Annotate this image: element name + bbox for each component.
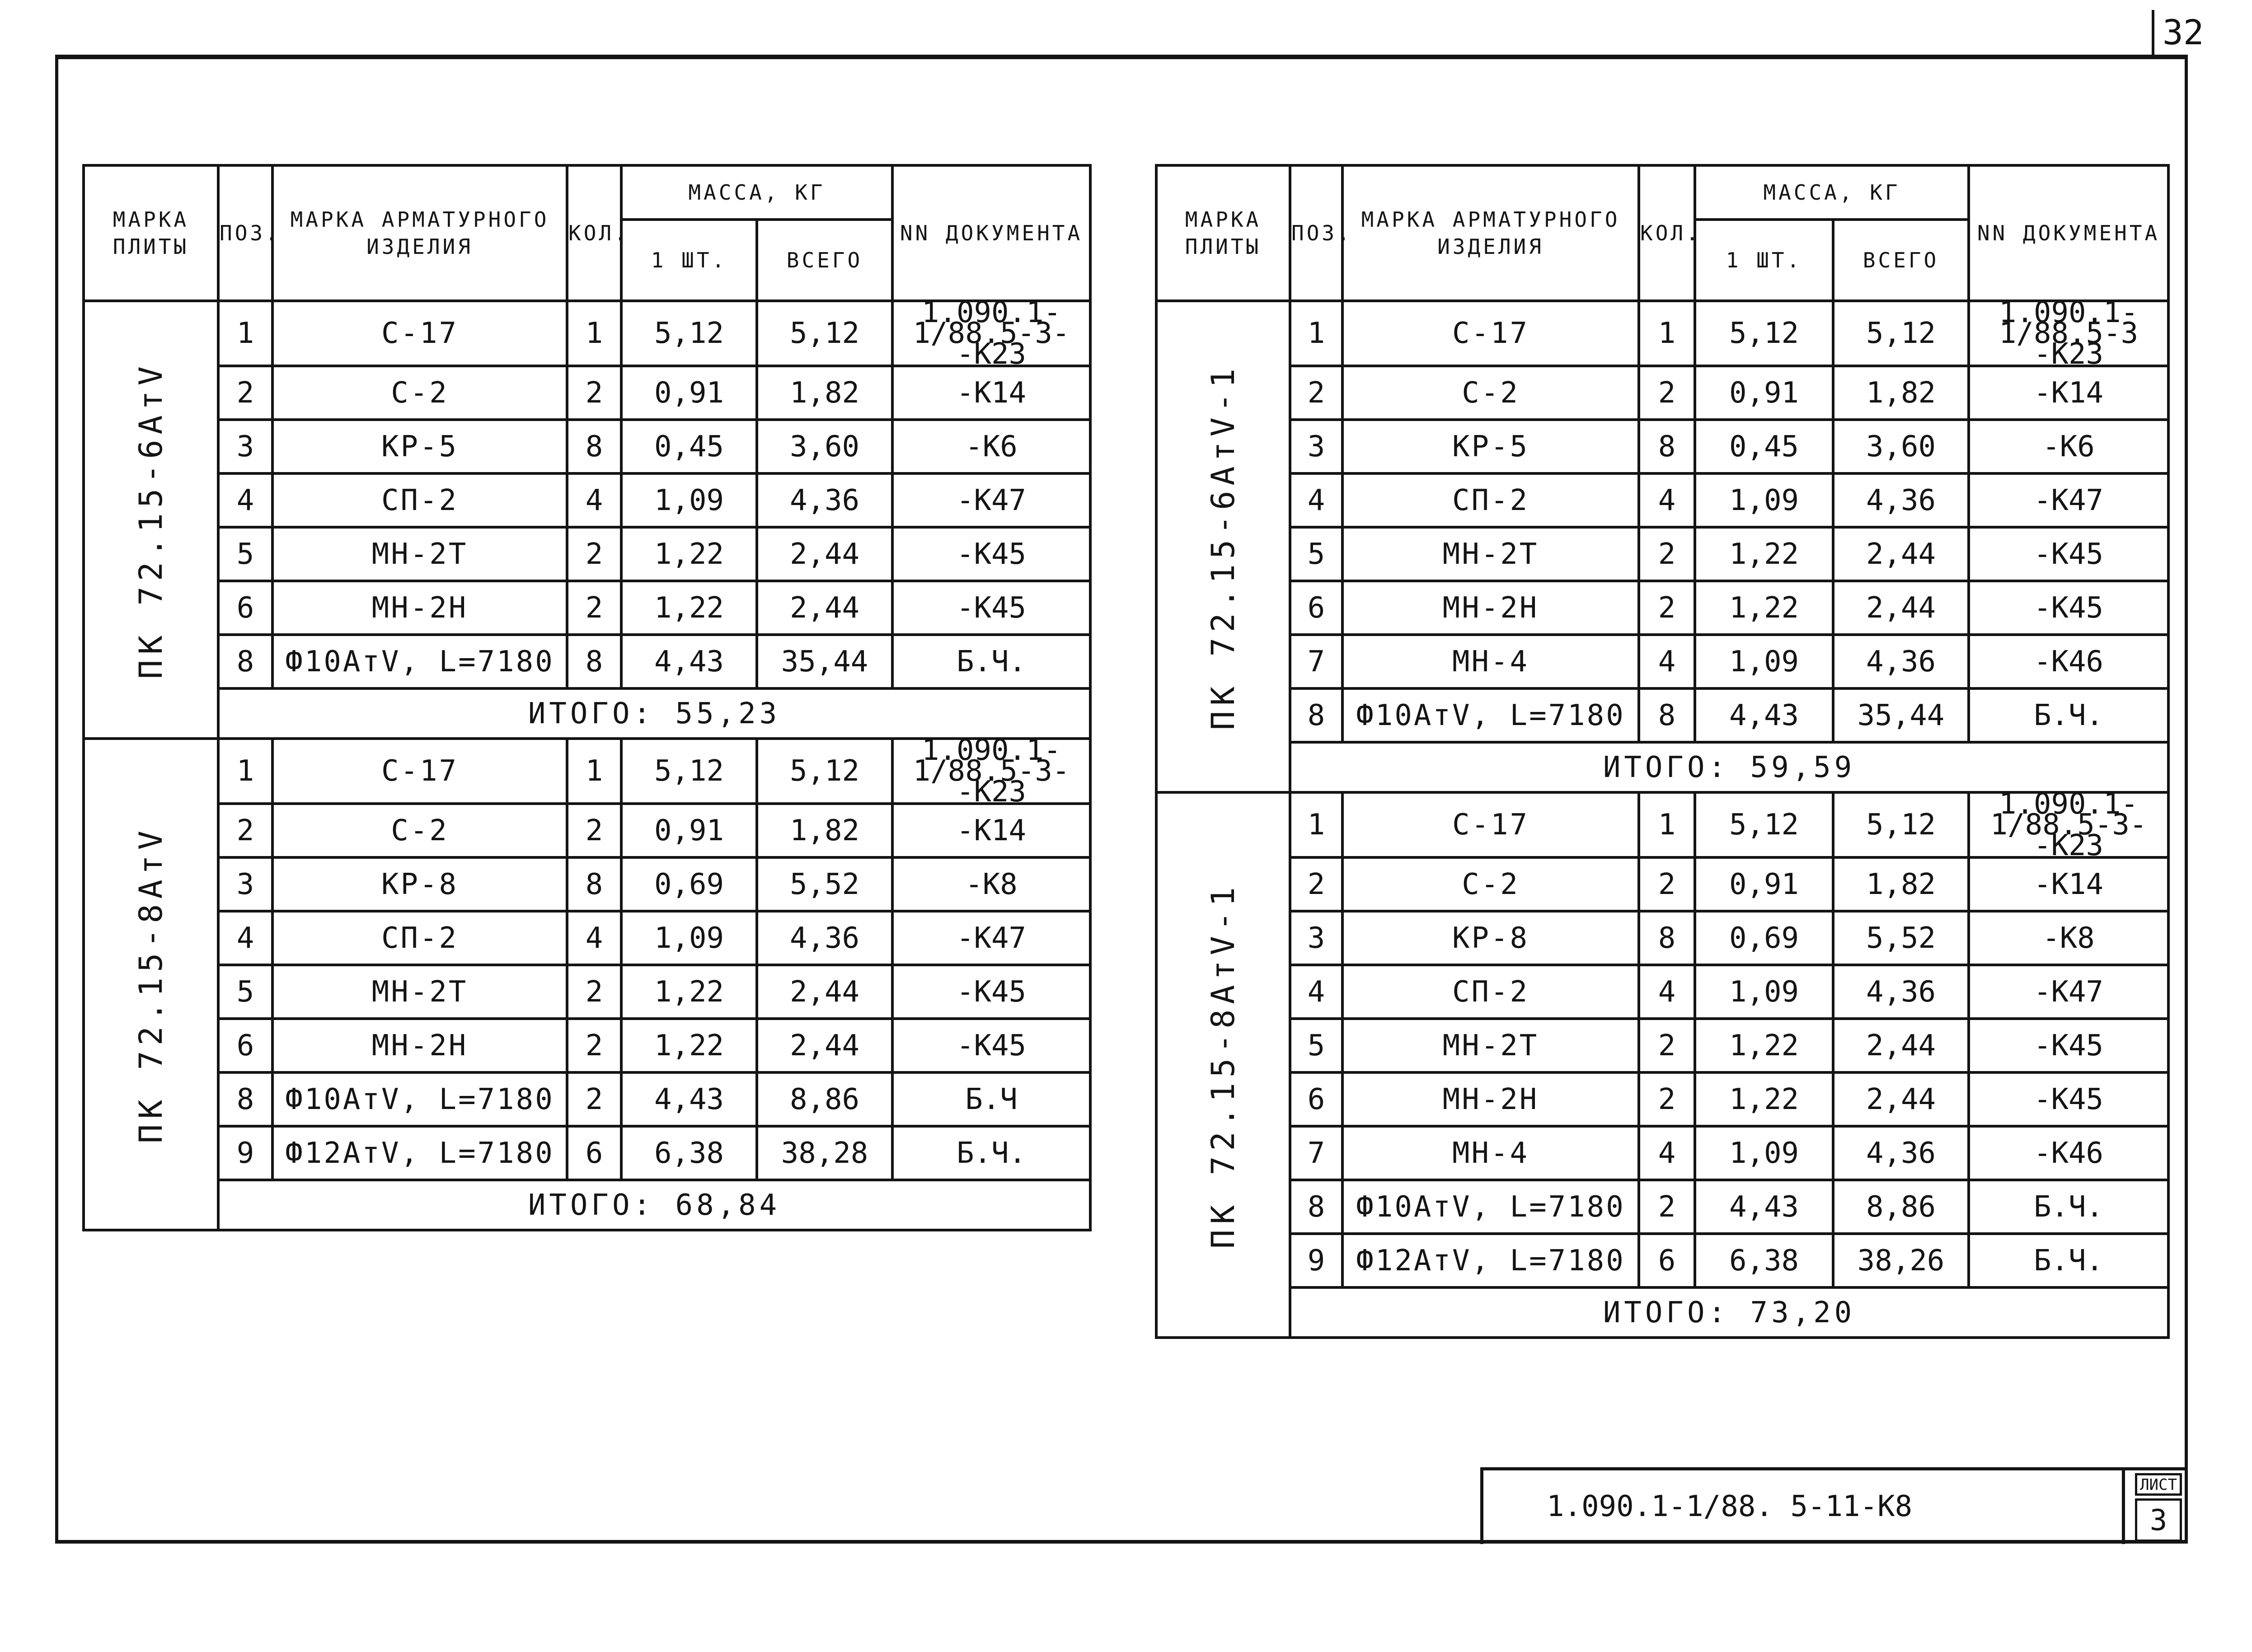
mass-total-cell: 4,36: [1833, 473, 1969, 527]
item-mark-cell: С-17: [1342, 301, 1639, 366]
document-cell: -К6: [1969, 420, 2168, 473]
quantity-cell: 8: [1639, 420, 1695, 473]
position-cell: 6: [1290, 581, 1342, 635]
table-row: [84, 301, 1090, 366]
item-mark-cell: МН-2Т: [1342, 1019, 1639, 1072]
header-pos: ПОЗ.: [1290, 165, 1342, 301]
mass-total-cell: 38,28: [757, 1126, 892, 1180]
item-mark-cell: МН-2Т: [272, 527, 567, 581]
header-doc: NN ДОКУМЕНТА: [892, 165, 1090, 301]
item-mark-cell: МН-2Т: [1342, 527, 1639, 581]
mass-total-cell: 4,36: [757, 473, 892, 527]
mass-one-cell: 0,45: [621, 420, 757, 473]
document-cell: -К46: [1969, 635, 2168, 688]
mass-total-cell: 2,44: [1833, 1072, 1969, 1126]
mass-total-cell: 5,12: [1833, 301, 1969, 366]
quantity-cell: 2: [567, 1072, 621, 1126]
quantity-cell: 6: [1639, 1234, 1695, 1287]
mass-one-cell: 1,22: [1695, 527, 1833, 581]
item-mark-cell: МН-4: [1342, 635, 1639, 688]
quantity-cell: 2: [567, 1019, 621, 1072]
mass-total-cell: 4,36: [1833, 635, 1969, 688]
mass-total-cell: 5,12: [1833, 792, 1969, 857]
mass-one-cell: 0,45: [1695, 420, 1833, 473]
table-row: [84, 1072, 1090, 1126]
item-mark-cell: Ф12АтV, L=7180: [272, 1126, 567, 1180]
item-mark-cell: Ф10АтV, L=7180: [272, 1072, 567, 1126]
position-cell: 3: [218, 420, 272, 473]
item-mark-cell: СП-2: [272, 911, 567, 965]
document-cell: -К14: [1969, 857, 2168, 911]
item-mark-cell: С-2: [1342, 857, 1639, 911]
item-mark-cell: Ф10АтV, L=7180: [1342, 1180, 1639, 1234]
mass-one-cell: 1,09: [1695, 965, 1833, 1019]
mass-total-cell: 5,12: [757, 739, 892, 804]
item-mark-cell: СП-2: [1342, 965, 1639, 1019]
page-number: 32: [2152, 10, 2192, 55]
quantity-cell: 1: [1639, 301, 1695, 366]
mass-total-cell: 5,12: [757, 301, 892, 366]
table-row: [1156, 1234, 2168, 1287]
item-mark-cell: МН-4: [1342, 1126, 1639, 1180]
quantity-cell: 2: [567, 581, 621, 635]
plate-mark: ПК 72.15-8АтV-1: [1205, 881, 1242, 1249]
quantity-cell: 2: [1639, 1019, 1695, 1072]
table-row: [1156, 1072, 2168, 1126]
mass-total-cell: 38,26: [1833, 1234, 1969, 1287]
table-row: [84, 635, 1090, 688]
quantity-cell: 8: [567, 420, 621, 473]
mass-one-cell: 1,09: [621, 473, 757, 527]
document-cell: -К45: [892, 1019, 1090, 1072]
item-mark-cell: КР-8: [1342, 911, 1639, 965]
document-cell: -К45: [892, 581, 1090, 635]
document-cell: Б.Ч.: [892, 635, 1090, 688]
table-row: [84, 1126, 1090, 1180]
document-cell: -К47: [892, 911, 1090, 965]
item-mark-cell: Ф12АтV, L=7180: [1342, 1234, 1639, 1287]
mass-one-cell: 0,91: [621, 804, 757, 857]
mass-total-cell: 1,82: [1833, 366, 1969, 420]
plate-mark: ПК 72.15-8АтV: [132, 825, 169, 1143]
header-mass-total: ВСЕГО: [1833, 220, 1969, 301]
position-cell: 4: [1290, 473, 1342, 527]
table-row: [84, 804, 1090, 857]
document-cell: -К14: [892, 366, 1090, 420]
quantity-cell: 2: [1639, 1072, 1695, 1126]
position-cell: 6: [1290, 1072, 1342, 1126]
header-mark-item: МАРКА АРМАТУРНОГО ИЗДЕЛИЯ: [272, 165, 567, 301]
position-cell: 4: [218, 473, 272, 527]
document-cell: Б.Ч.: [892, 1126, 1090, 1180]
table-row: [1156, 1180, 2168, 1234]
position-cell: 4: [218, 911, 272, 965]
mass-total-cell: 2,44: [1833, 1019, 1969, 1072]
document-cell: -К8: [892, 857, 1090, 911]
group-total: ИТОГО: 68,84: [218, 1180, 1090, 1230]
mass-one-cell: 4,43: [1695, 1180, 1833, 1234]
table-row: [84, 1019, 1090, 1072]
mass-one-cell: 0,91: [1695, 857, 1833, 911]
header-mass-one: 1 ШТ.: [621, 220, 757, 301]
position-cell: 8: [1290, 1180, 1342, 1234]
item-mark-cell: СП-2: [1342, 473, 1639, 527]
document-cell: -К45: [892, 965, 1090, 1019]
quantity-cell: 8: [1639, 911, 1695, 965]
mass-one-cell: 0,91: [621, 366, 757, 420]
position-cell: 3: [218, 857, 272, 911]
table-row: [84, 420, 1090, 473]
mass-one-cell: 5,12: [621, 739, 757, 804]
mass-one-cell: 4,43: [1695, 688, 1833, 742]
mass-one-cell: 1,22: [621, 527, 757, 581]
mass-one-cell: 6,38: [621, 1126, 757, 1180]
item-mark-cell: Ф10АтV, L=7180: [272, 635, 567, 688]
position-cell: 1: [1290, 792, 1342, 857]
document-cell: -К6: [892, 420, 1090, 473]
group-total: ИТОГО: 55,23: [218, 688, 1090, 739]
position-cell: 2: [218, 366, 272, 420]
mass-total-cell: 1,82: [1833, 857, 1969, 911]
item-mark-cell: С-2: [272, 804, 567, 857]
mass-one-cell: 0,69: [1695, 911, 1833, 965]
mass-one-cell: 1,22: [1695, 581, 1833, 635]
item-mark-cell: МН-2Н: [1342, 1072, 1639, 1126]
mass-one-cell: 5,12: [1695, 301, 1833, 366]
quantity-cell: 4: [1639, 965, 1695, 1019]
quantity-cell: 1: [567, 739, 621, 804]
item-mark-cell: Ф10АтV, L=7180: [1342, 688, 1639, 742]
document-cell: -К47: [1969, 473, 2168, 527]
item-mark-cell: МН-2Н: [1342, 581, 1639, 635]
sheet-number: 3: [2135, 1498, 2182, 1542]
position-cell: 1: [218, 739, 272, 804]
mass-total-cell: 2,44: [1833, 581, 1969, 635]
header-mark-item: МАРКА АРМАТУРНОГО ИЗДЕЛИЯ: [1342, 165, 1639, 301]
item-mark-cell: С-17: [1342, 792, 1639, 857]
quantity-cell: 2: [567, 804, 621, 857]
table-row: [1156, 911, 2168, 965]
quantity-cell: 1: [1639, 792, 1695, 857]
position-cell: 1: [218, 301, 272, 366]
plate-mark-cell: [1156, 301, 1290, 792]
mass-total-cell: 2,44: [757, 581, 892, 635]
table-row: [84, 739, 1090, 804]
mass-one-cell: 1,22: [1695, 1019, 1833, 1072]
document-cell: -К14: [1969, 366, 2168, 420]
total-row: [1156, 1287, 2168, 1338]
position-cell: 2: [1290, 366, 1342, 420]
position-cell: 3: [1290, 911, 1342, 965]
quantity-cell: 2: [1639, 581, 1695, 635]
plate-mark: ПК 72.15-6АтV-1: [1205, 363, 1242, 730]
sheet-box: [2122, 1467, 2188, 1544]
position-cell: 5: [1290, 527, 1342, 581]
mass-one-cell: 1,09: [1695, 1126, 1833, 1180]
item-mark-cell: МН-2Т: [272, 965, 567, 1019]
table-row: [84, 473, 1090, 527]
position-cell: 9: [218, 1126, 272, 1180]
plate-mark: ПК 72.15-6АтV: [132, 360, 169, 679]
table-row: [84, 965, 1090, 1019]
mass-one-cell: 1,09: [1695, 473, 1833, 527]
title-block-code: 1.090.1-1/88. 5-11-К8: [1480, 1467, 2122, 1544]
document-cell: -К45: [1969, 527, 2168, 581]
table-row: [1156, 635, 2168, 688]
table-row: [1156, 527, 2168, 581]
quantity-cell: 8: [567, 635, 621, 688]
item-mark-cell: С-17: [272, 739, 567, 804]
header-mark-plate: МАРКА ПЛИТЫ: [1156, 165, 1290, 301]
quantity-cell: 4: [1639, 635, 1695, 688]
document-cell: -К45: [1969, 1072, 2168, 1126]
header-mass: МАССА, КГ: [1695, 165, 1969, 220]
quantity-cell: 8: [567, 857, 621, 911]
document-cell: -К45: [1969, 1019, 2168, 1072]
document-cell: Б.Ч.: [1969, 1180, 2168, 1234]
header-doc: NN ДОКУМЕНТА: [1969, 165, 2168, 301]
mass-one-cell: 1,09: [1695, 635, 1833, 688]
document-cell: 1.090.1-1/88.5-3- -К23: [892, 301, 1090, 366]
document-cell: Б.Ч.: [1969, 1234, 2168, 1287]
table-row: [1156, 420, 2168, 473]
document-cell: -К8: [1969, 911, 2168, 965]
document-cell: -К46: [1969, 1126, 2168, 1180]
table-row: [1156, 366, 2168, 420]
mass-total-cell: 4,36: [757, 911, 892, 965]
mass-total-cell: 35,44: [757, 635, 892, 688]
total-row: [84, 1180, 1090, 1230]
right-spec-table: [1155, 164, 2170, 1339]
header-mark-plate: МАРКА ПЛИТЫ: [84, 165, 218, 301]
mass-one-cell: 1,22: [1695, 1072, 1833, 1126]
document-cell: 1.090.1-1/88.5-3 -К23: [1969, 301, 2168, 366]
item-mark-cell: МН-2Н: [272, 581, 567, 635]
quantity-cell: 2: [1639, 1180, 1695, 1234]
mass-one-cell: 1,22: [621, 965, 757, 1019]
plate-mark-cell: [84, 739, 218, 1230]
mass-total-cell: 2,44: [1833, 527, 1969, 581]
item-mark-cell: С-2: [272, 366, 567, 420]
item-mark-cell: КР-8: [272, 857, 567, 911]
total-row: [84, 688, 1090, 739]
item-mark-cell: МН-2Н: [272, 1019, 567, 1072]
item-mark-cell: С-2: [1342, 366, 1639, 420]
table-row: [84, 581, 1090, 635]
mass-total-cell: 5,52: [757, 857, 892, 911]
table-row: [1156, 473, 2168, 527]
mass-one-cell: 6,38: [1695, 1234, 1833, 1287]
table-row: [1156, 857, 2168, 911]
position-cell: 8: [218, 635, 272, 688]
left-spec-table: [82, 164, 1092, 1231]
position-cell: 7: [1290, 635, 1342, 688]
document-cell: Б.Ч: [892, 1072, 1090, 1126]
table-row: [84, 366, 1090, 420]
quantity-cell: 2: [1639, 366, 1695, 420]
item-mark-cell: КР-5: [1342, 420, 1639, 473]
quantity-cell: 1: [567, 301, 621, 366]
document-cell: 1.090.1-1/88.5-3- -К23: [1969, 792, 2168, 857]
mass-one-cell: 0,69: [621, 857, 757, 911]
position-cell: 8: [1290, 688, 1342, 742]
table-row: [84, 911, 1090, 965]
mass-total-cell: 2,44: [757, 1019, 892, 1072]
table-row: [1156, 965, 2168, 1019]
total-row: [1156, 742, 2168, 792]
quantity-cell: 6: [567, 1126, 621, 1180]
table-row: [84, 857, 1090, 911]
header-qty: КОЛ.: [1639, 165, 1695, 301]
document-cell: Б.Ч.: [1969, 688, 2168, 742]
document-cell: -К14: [892, 804, 1090, 857]
mass-total-cell: 2,44: [757, 527, 892, 581]
group-total: ИТОГО: 73,20: [1290, 1287, 2168, 1338]
document-cell: -К45: [892, 527, 1090, 581]
group-total: ИТОГО: 59,59: [1290, 742, 2168, 792]
position-cell: 5: [1290, 1019, 1342, 1072]
document-cell: 1.090.1-1/88.5-3- -К23: [892, 739, 1090, 804]
quantity-cell: 2: [567, 366, 621, 420]
header-mass-one: 1 ШТ.: [1695, 220, 1833, 301]
header-mass-total: ВСЕГО: [757, 220, 892, 301]
mass-total-cell: 1,82: [757, 804, 892, 857]
position-cell: 5: [218, 965, 272, 1019]
position-cell: 2: [1290, 857, 1342, 911]
header-qty: КОЛ.: [567, 165, 621, 301]
position-cell: 7: [1290, 1126, 1342, 1180]
document-cell: -К45: [1969, 581, 2168, 635]
quantity-cell: 2: [567, 527, 621, 581]
position-cell: 9: [1290, 1234, 1342, 1287]
mass-one-cell: 4,43: [621, 1072, 757, 1126]
mass-one-cell: 5,12: [621, 301, 757, 366]
document-cell: -К47: [892, 473, 1090, 527]
mass-total-cell: 4,36: [1833, 965, 1969, 1019]
table-row: [84, 527, 1090, 581]
position-cell: 4: [1290, 965, 1342, 1019]
mass-total-cell: 8,86: [757, 1072, 892, 1126]
quantity-cell: 2: [567, 965, 621, 1019]
quantity-cell: 4: [567, 911, 621, 965]
position-cell: 3: [1290, 420, 1342, 473]
item-mark-cell: СП-2: [272, 473, 567, 527]
mass-total-cell: 8,86: [1833, 1180, 1969, 1234]
mass-total-cell: 1,82: [757, 366, 892, 420]
quantity-cell: 4: [567, 473, 621, 527]
mass-total-cell: 5,52: [1833, 911, 1969, 965]
plate-mark-cell: [84, 301, 218, 739]
sheet-label: ЛИСТ: [2135, 1473, 2182, 1496]
quantity-cell: 4: [1639, 1126, 1695, 1180]
position-cell: 2: [218, 804, 272, 857]
mass-total-cell: 4,36: [1833, 1126, 1969, 1180]
mass-total-cell: 35,44: [1833, 688, 1969, 742]
quantity-cell: 2: [1639, 527, 1695, 581]
plate-mark-cell: [1156, 792, 1290, 1338]
header-mass: МАССА, КГ: [621, 165, 892, 220]
quantity-cell: 2: [1639, 857, 1695, 911]
table-row: [1156, 1019, 2168, 1072]
mass-one-cell: 0,91: [1695, 366, 1833, 420]
table-row: [1156, 792, 2168, 857]
mass-one-cell: 1,22: [621, 1019, 757, 1072]
mass-one-cell: 1,09: [621, 911, 757, 965]
item-mark-cell: С-17: [272, 301, 567, 366]
position-cell: 6: [218, 1019, 272, 1072]
table-row: [1156, 581, 2168, 635]
table-row: [1156, 688, 2168, 742]
mass-total-cell: 3,60: [1833, 420, 1969, 473]
mass-one-cell: 1,22: [621, 581, 757, 635]
document-cell: -К47: [1969, 965, 2168, 1019]
position-cell: 6: [218, 581, 272, 635]
mass-total-cell: 3,60: [757, 420, 892, 473]
quantity-cell: 4: [1639, 473, 1695, 527]
header-pos: ПОЗ.: [218, 165, 272, 301]
mass-one-cell: 4,43: [621, 635, 757, 688]
position-cell: 8: [218, 1072, 272, 1126]
item-mark-cell: КР-5: [272, 420, 567, 473]
position-cell: 1: [1290, 301, 1342, 366]
mass-one-cell: 5,12: [1695, 792, 1833, 857]
position-cell: 5: [218, 527, 272, 581]
table-row: [1156, 1126, 2168, 1180]
quantity-cell: 8: [1639, 688, 1695, 742]
mass-total-cell: 2,44: [757, 965, 892, 1019]
table-row: [1156, 301, 2168, 366]
